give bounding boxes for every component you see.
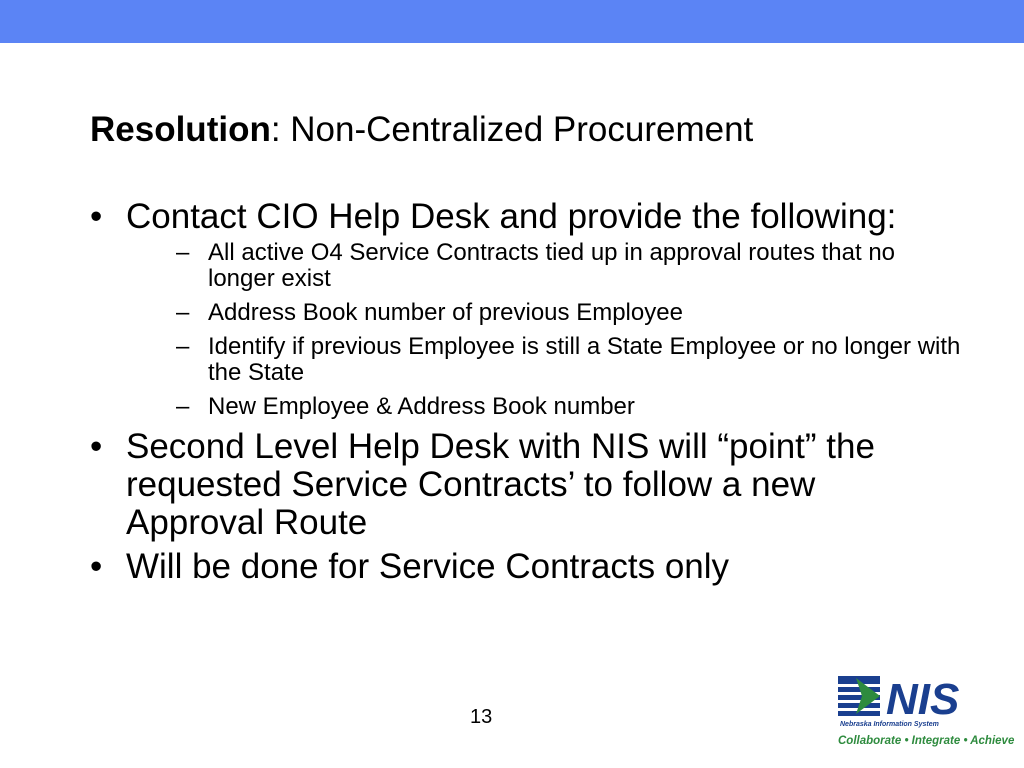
bullet-marker: •	[90, 547, 103, 586]
bullet-list	[90, 197, 961, 592]
sub-list	[126, 239, 961, 420]
page-number: 13	[470, 706, 493, 728]
sub-item-text: New Employee & Address Book number	[208, 393, 635, 420]
sub-item-text: All active O4 Service Contracts tied up in approval routes that no longer exist	[208, 239, 896, 292]
bullet-marker: •	[90, 427, 103, 466]
sub-item	[126, 334, 968, 386]
bullet-text: Second Level Help Desk with NIS will “point” the requested Service Contracts’ to follow a new Approval Route	[126, 427, 875, 542]
sub-item-text: Address Book number of previous Employee	[208, 299, 683, 326]
bullet-item	[90, 197, 961, 420]
title-bold: Resolution	[90, 110, 271, 149]
header-bar	[0, 0, 1024, 43]
bullet-item	[90, 428, 950, 542]
logo-subtitle: Nebraska Information System	[840, 721, 939, 728]
sub-marker: –	[176, 239, 190, 266]
bullet-text: Will be done for Service Contracts only	[126, 547, 730, 586]
sub-marker: –	[176, 393, 190, 420]
logo-name: NIS	[886, 675, 960, 724]
sub-marker: –	[176, 299, 190, 326]
bullet-text: Contact CIO Help Desk and provide the following:	[126, 197, 897, 236]
sub-item	[126, 240, 968, 292]
bullet-item	[90, 548, 950, 586]
slide-title	[90, 108, 753, 152]
title-rest: : Non-Centralized Procurement	[270, 110, 754, 149]
bullet-marker: •	[90, 197, 103, 236]
nis-logo	[836, 672, 1015, 754]
sub-item-text: Identify if previous Employee is still a State Employee or no longer with the State	[208, 333, 961, 386]
sub-item	[126, 394, 968, 420]
logo-tagline: Collaborate • Integrate • Achieve	[838, 735, 1015, 747]
sub-marker: –	[176, 333, 190, 360]
sub-item	[126, 300, 968, 326]
